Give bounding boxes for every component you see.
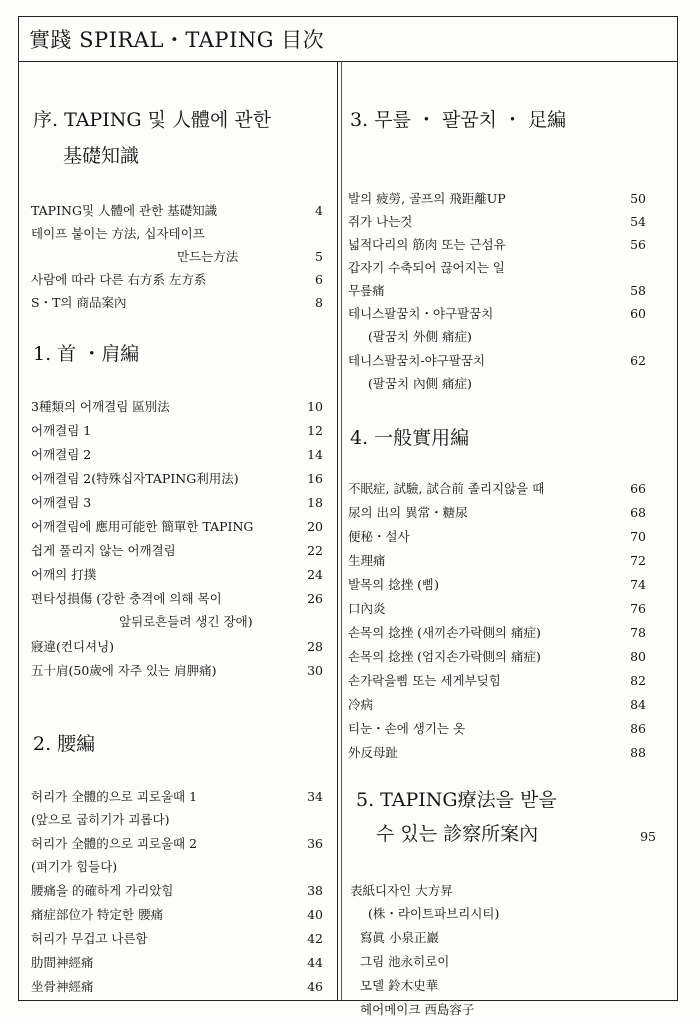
credit-line: 헤어메이크 西島容子	[360, 1002, 475, 1017]
toc-page-number: 78	[630, 625, 646, 640]
toc-page-number: 62	[630, 353, 646, 368]
toc-entry: 사람에 따라 다른 右方系 左方系	[31, 272, 207, 287]
toc-entry: 손가락을삠 또는 세게부딪힘	[348, 673, 501, 688]
toc-entry: 生理痛	[348, 553, 386, 568]
toc-page-number: 34	[307, 789, 323, 804]
toc-page-number: 72	[630, 553, 646, 568]
toc-entry-cont: 갑자기 수축되어 끊어지는 일	[348, 260, 505, 275]
toc-entry: 口內炎	[348, 601, 386, 616]
toc-page-number: 86	[630, 721, 646, 736]
toc-entry-cont: 앞뒤로흔들려 생긴 장애)	[119, 614, 253, 629]
toc-entry: TAPING및 人體에 관한 基礎知識	[31, 203, 218, 218]
section-heading-waist: 2. 腰編	[33, 733, 96, 755]
section-heading-preface: 序. TAPING 및 人體에 관한	[33, 109, 272, 131]
toc-entry: 편타성損傷 (강한 충격에 의해 목이	[31, 591, 222, 606]
toc-page-number: 18	[307, 495, 323, 510]
toc-entry: 발목의 捻挫 (삠)	[348, 577, 440, 592]
toc-entry: 손목의 捻挫 (엄지손가락側의 痛症)	[348, 649, 541, 664]
toc-page-number: 22	[307, 543, 323, 558]
toc-page-number: 36	[307, 836, 323, 851]
toc-entry: 쉽게 풀리지 않는 어깨결림	[31, 543, 176, 558]
credit-line: (株・라이트파브리시티)	[368, 906, 500, 921]
toc-entry: 어깨결림에 應用可能한 簡單한 TAPING	[31, 519, 254, 534]
toc-entry: 冷病	[348, 697, 374, 712]
toc-page	[18, 16, 678, 1017]
toc-entry: 티눈・손에 생기는 옷	[348, 721, 466, 736]
toc-page-number: 4	[315, 203, 323, 218]
toc-page-number: 66	[630, 481, 646, 496]
toc-page-number: 40	[307, 907, 323, 922]
toc-entry: 발의 疲勞, 골프의 飛距離UP	[348, 191, 506, 206]
toc-entry: 손목의 捻挫 (새끼손가락側의 痛症)	[348, 625, 541, 640]
toc-page-number: 24	[307, 567, 323, 582]
toc-entry: 무릎痛	[348, 283, 385, 298]
toc-page-number: 8	[315, 295, 323, 310]
toc-page-number: 82	[630, 673, 646, 688]
toc-page-number: 16	[307, 471, 323, 486]
toc-page-number: 44	[307, 955, 323, 970]
toc-page-number: 54	[630, 214, 646, 229]
toc-entry: 넓적다리의 筋肉 또는 근섬유	[348, 237, 506, 252]
section-heading-general: 4. 一般實用編	[350, 427, 470, 449]
toc-page-number: 76	[630, 601, 646, 616]
toc-entry: 허리가 全體的으로 괴로울때 1	[31, 789, 198, 804]
toc-entry: 外反母趾	[348, 745, 399, 760]
toc-entry: 3種類의 어깨결림 區別法	[31, 399, 170, 414]
section-heading-clinics: 5. TAPING療法을 받을	[356, 789, 557, 811]
toc-entry-cont: (펴기가 힘들다)	[31, 859, 118, 874]
toc-page-number: 70	[630, 529, 646, 544]
toc-page-number: 10	[307, 399, 323, 414]
toc-page-number: 74	[630, 577, 646, 592]
toc-entry: 尿의 出의 異常・糖尿	[348, 505, 468, 520]
toc-entry: 테니스팔꿈치・야구팔꿈치	[348, 306, 494, 321]
toc-entry: 便秘・설사	[348, 529, 410, 544]
toc-entry: 어깨결림 3	[31, 495, 92, 510]
toc-entry: 어깨결림 2(特殊십자TAPING利用法)	[31, 471, 239, 486]
title-bar	[19, 17, 677, 62]
toc-page-number: 68	[630, 505, 646, 520]
toc-page-number: 5	[315, 249, 323, 264]
toc-entry: 肋間神經痛	[31, 955, 94, 970]
section-heading-neck-shoulder: 1. 首 ・肩編	[33, 343, 140, 365]
toc-page-number: 58	[630, 283, 646, 298]
toc-entry: 어깨의 打撲	[31, 567, 97, 582]
toc-entry: S・T의 商品案內	[31, 295, 127, 310]
toc-page-number: 26	[307, 591, 323, 606]
toc-entry: 쥐가 나는것	[348, 214, 413, 229]
toc-entry: 어깨결림 2	[31, 447, 92, 462]
toc-entry-cont: 만드는方法	[177, 249, 239, 264]
toc-entry: 허리가 全體的으로 괴로울때 2	[31, 836, 198, 851]
column-divider	[337, 61, 338, 1000]
toc-page-number: 60	[630, 306, 646, 321]
credit-line: 寫眞 小泉正巖	[360, 930, 439, 945]
toc-page-number: 14	[307, 447, 323, 462]
toc-entry: 腰痛을 的確하게 가리았힘	[31, 883, 174, 898]
toc-page-number: 80	[630, 649, 646, 664]
toc-page-number: 6	[315, 272, 323, 287]
toc-page-number: 95	[640, 829, 656, 844]
toc-page-number: 28	[307, 639, 323, 654]
toc-entry: 테이프 붙이는 方法, 십자테이프	[31, 226, 205, 241]
toc-entry-cont: (팔꿈치 內側 痛症)	[368, 376, 472, 391]
toc-entry: 테니스팔꿈치-야구팔꿈치	[348, 353, 486, 368]
toc-entry: 痛症部位가 特定한 腰痛	[31, 907, 164, 922]
toc-page-number: 46	[307, 979, 323, 994]
toc-entry-cont: (앞으로 굽히기가 괴롭다)	[31, 812, 170, 827]
page-title: 實踐 SPIRAL・TAPING 目次	[29, 28, 325, 52]
section-heading-knee-elbow-foot: 3. 무릎 ・ 팔꿈치 ・ 足編	[350, 109, 567, 131]
toc-page-number: 88	[630, 745, 646, 760]
toc-entry-cont: (팔꿈치 外側 痛症)	[368, 329, 472, 344]
toc-page-number: 12	[307, 423, 323, 438]
section-heading-preface-cont: 基礎知識	[63, 145, 140, 167]
toc-page-number: 20	[307, 519, 323, 534]
toc-page-number: 56	[630, 237, 646, 252]
toc-page-number: 30	[307, 663, 323, 678]
credit-line: 모델 鈴木史華	[360, 978, 439, 993]
section-heading-clinics-cont: 수 있는 診察所案內	[376, 823, 539, 845]
credit-line: 表紙디자인 大方昇	[350, 883, 453, 898]
toc-page-number: 42	[307, 931, 323, 946]
toc-entry: 어깨결림 1	[31, 423, 92, 438]
credit-line: 그림 池永히로이	[360, 954, 450, 969]
toc-entry: 五十肩(50歲에 자주 있는 肩胛痛)	[31, 663, 217, 678]
toc-page-number: 38	[307, 883, 323, 898]
toc-entry: 不眠症, 試驗, 試合前 졸리지않을 때	[348, 481, 545, 496]
toc-entry: 寢違(컨디셔닝)	[31, 639, 115, 654]
toc-entry: 坐骨神經痛	[31, 979, 94, 994]
toc-page-number: 50	[630, 191, 646, 206]
toc-entry: 허리가 무겁고 나른함	[31, 931, 148, 946]
toc-page-number: 84	[630, 697, 646, 712]
column-divider-inner	[341, 61, 342, 1000]
